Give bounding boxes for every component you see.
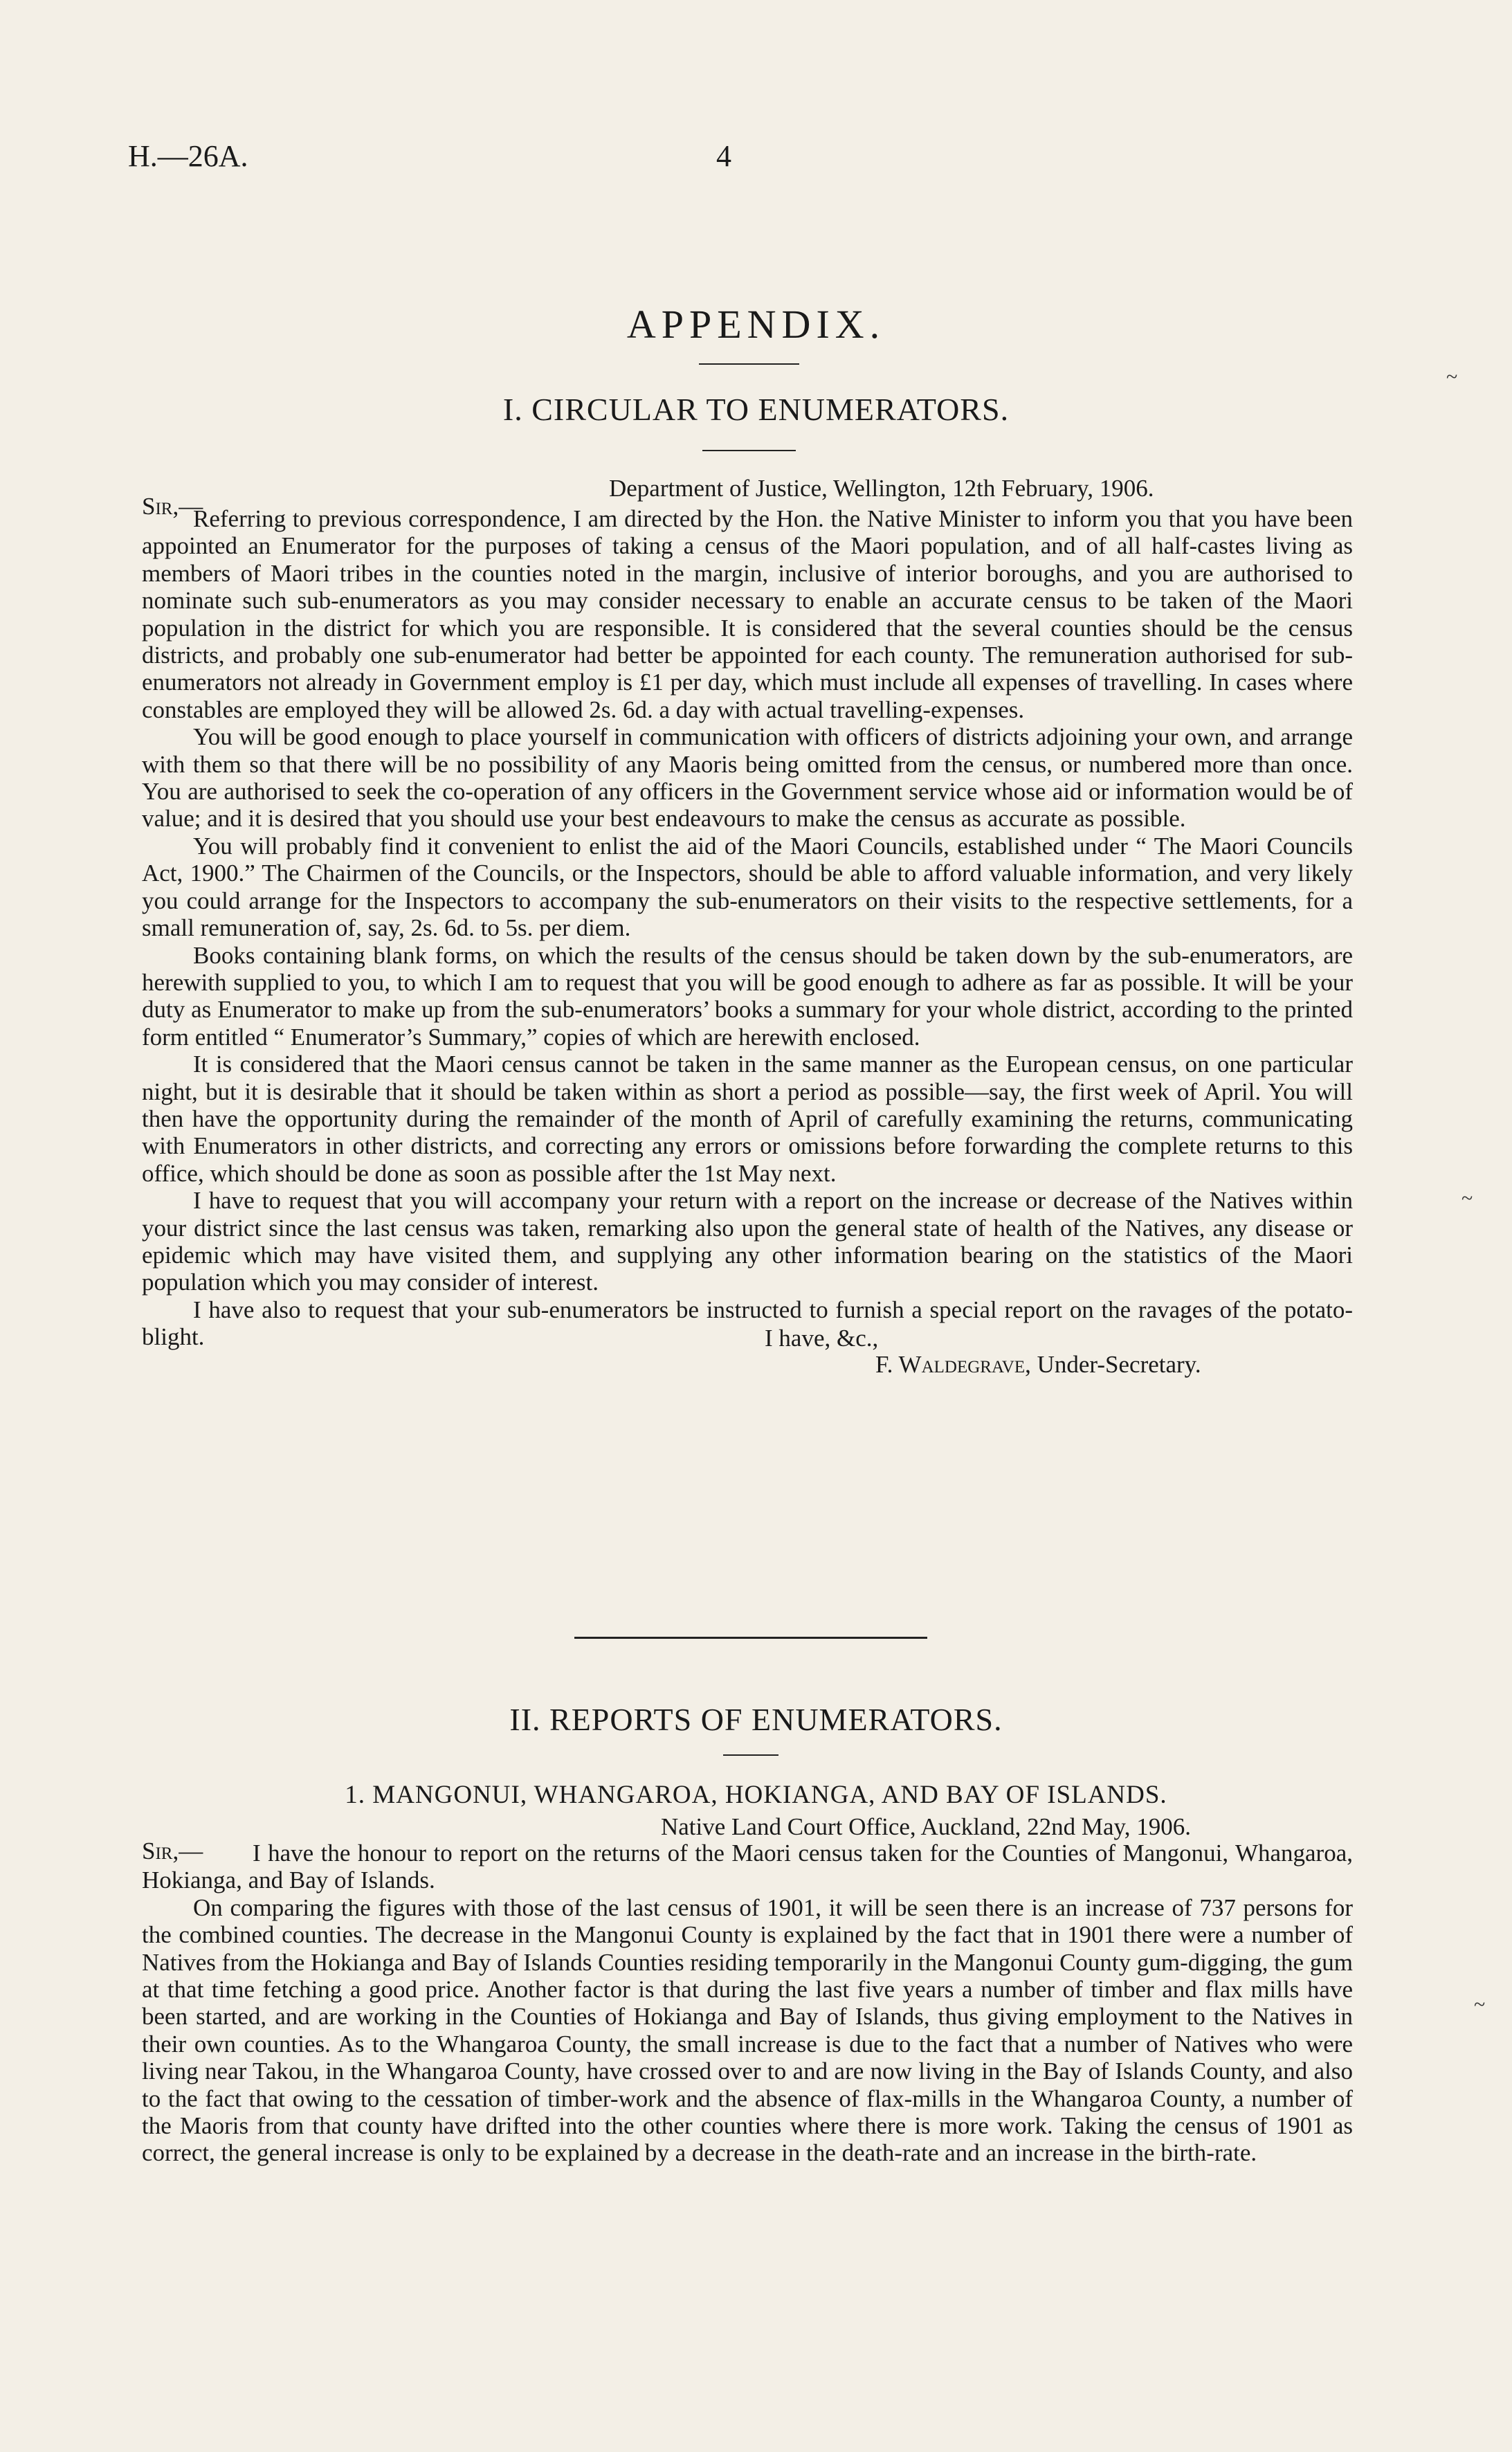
page-header (128, 138, 1394, 180)
salutation-1: Sir,— (142, 493, 203, 520)
signature-name: F. Waldegrave, (875, 1350, 1031, 1378)
dateline-1: Department of Justice, Wellington, 12th February, 1906. (609, 475, 1154, 502)
document-reference: H.—26A. (128, 139, 248, 173)
section-2-subtitle: 1. MANGONUI, WHANGAROA, HOKIANGA, AND BAY OF ISLANDS. (345, 1781, 1167, 1809)
dateline-2: Native Land Court Office, Auckland, 22nd May, 1906. (661, 1813, 1191, 1840)
margin-mark: ~ (1461, 1187, 1473, 1210)
salutation-2: Sir,— (142, 1837, 203, 1864)
margin-mark: ~ (1474, 1993, 1486, 2016)
paragraph: I have to request that you will accompany your return with a report on the increase or decrease of the Natives within your district since the last census was taken, remarking also upon the general state of health of the Natives, any disease or epidemic which may have visited them, and supplying any other information bearing on the statistics of the Maori population which you may consider of interest. (142, 1187, 1353, 1296)
paragraph: Books containing blank forms, on which the results of the census should be taken down by the sub-enumerators, are herewith supplied to you, to which I am to request that you will be good enough to adhere as far as possible. It will be your duty as Enumerator to make up from the sub-enumerators’ books a summary for your whole district, according to the printed form entitled “ Enumerator’s Summary,” copies of which are herewith enclosed. (142, 941, 1353, 1051)
signature (875, 1351, 1201, 1379)
section-2-title: II. REPORTS OF ENUMERATORS. (509, 1702, 1003, 1737)
signature-block (142, 1324, 1353, 1379)
margin-mark: ~ (1446, 365, 1458, 388)
section-2-body (142, 1840, 1353, 2167)
section-1-rule (702, 450, 796, 451)
paragraph: On comparing the figures with those of the last census of 1901, it will be seen there is an increase of 737 persons for the combined counties. The decrease in the Mangonui County is explained by the fact that in 1901 there were a number of Natives from the Hokianga and Bay of Islands Counties residing temporarily in the Mangonui County gum-digging, the gum at that time fetching a good price. Another factor is that during the last five years a number of timber and flax mills have been started, and are working in the Counties of Hokianga and Bay of Islands, thus giving employment to the Natives in their own counties. As to the Whangaroa County, the small increase is due to the fact that a number of Natives who were living near Takou, in the Whangaroa County, have crossed over to and are now living in the Bay of Islands County, and also to the fact that owing to the cessation of timber-work and the absence of flax-mills in the Whangaroa County, a number of the Maoris from that county have drifted into the other counties where there is more work. Taking the census of 1901 as correct, the general increase is only to be explained by a decrease in the death-rate and an increase in the birth-rate. (142, 1894, 1353, 2167)
section-1-title: I. CIRCULAR TO ENUMERATORS. (502, 392, 1010, 427)
section-divider (574, 1637, 927, 1639)
paragraph: I have also to request that your sub-enumerators be instructed to furnish a special report on the ravages of the potato-blight. (142, 1296, 1353, 1351)
paragraph: You will probably find it convenient to enlist the aid of the Maori Councils, established under “ The Maori Councils Act, 1900.” The Chairmen of the Councils, or the Inspectors, should be able to afford valuable information, and very likely you could arrange for the Inspectors to accompany the sub-enumerators on their visits to the respective settlements, for a small remuneration of, say, 2s. 6d. to 5s. per diem. (142, 832, 1353, 942)
paragraph: It is considered that the Maori census cannot be taken in the same manner as the European census, on one particular night, but it is desirable that it should be taken within as short a period as possible—say, the first week of April. You will then have the opportunity during the remainder of the month of April of carefully examining the returns, communicating with Enumerators in other districts, and correcting any errors or omissions before forwarding the complete returns to this office, which should be done as soon as possible after the 1st May next. (142, 1051, 1353, 1187)
title-rule (699, 363, 799, 365)
appendix-title: APPENDIX. (626, 302, 886, 347)
section-1-body (142, 505, 1353, 1379)
signature-title: Under-Secretary. (1037, 1350, 1201, 1378)
closing: I have, &c., (765, 1324, 879, 1352)
section-2-rule (723, 1754, 778, 1756)
paragraph: You will be good enough to place yourself in communication with officers of districts adjoining your own, and arrange with them so that there will be no possibility of any Maoris being omitted from the census, or numbered more than once. You are authorised to seek the co-operation of any officers in the Government service whose aid or information would be of value; and it is desired that you should use your best endeavours to make the census as accurate as possible. (142, 723, 1353, 833)
paragraph: Referring to previous correspondence, I am directed by the Hon. the Native Minister to inform you that you have been appointed an Enumerator for the purposes of taking a census of the Maori population, and of all half-castes living as members of Maori tribes in the counties noted in the margin, inclusive of interior boroughs, and you are authorised to nominate such sub-enumerators as you may consider necessary to enable an accurate census to be taken of the Maori population in the district for which you are responsible. It is considered that the several counties should be the census districts, and probably one sub-enumerator had better be appointed for each county. The remuneration authorised for sub-enumerators not already in Government employ is £1 per day, which must include all expenses of travelling. In cases where constables are employed they will be allowed 2s. 6d. a day with actual travelling-expenses. (142, 505, 1353, 723)
page-number: 4 (716, 139, 731, 173)
paragraph: I have the honour to report on the returns of the Maori census taken for the Counties of Mangonui, Whangaroa, Hokianga, and Bay of Islands. (142, 1840, 1353, 1894)
